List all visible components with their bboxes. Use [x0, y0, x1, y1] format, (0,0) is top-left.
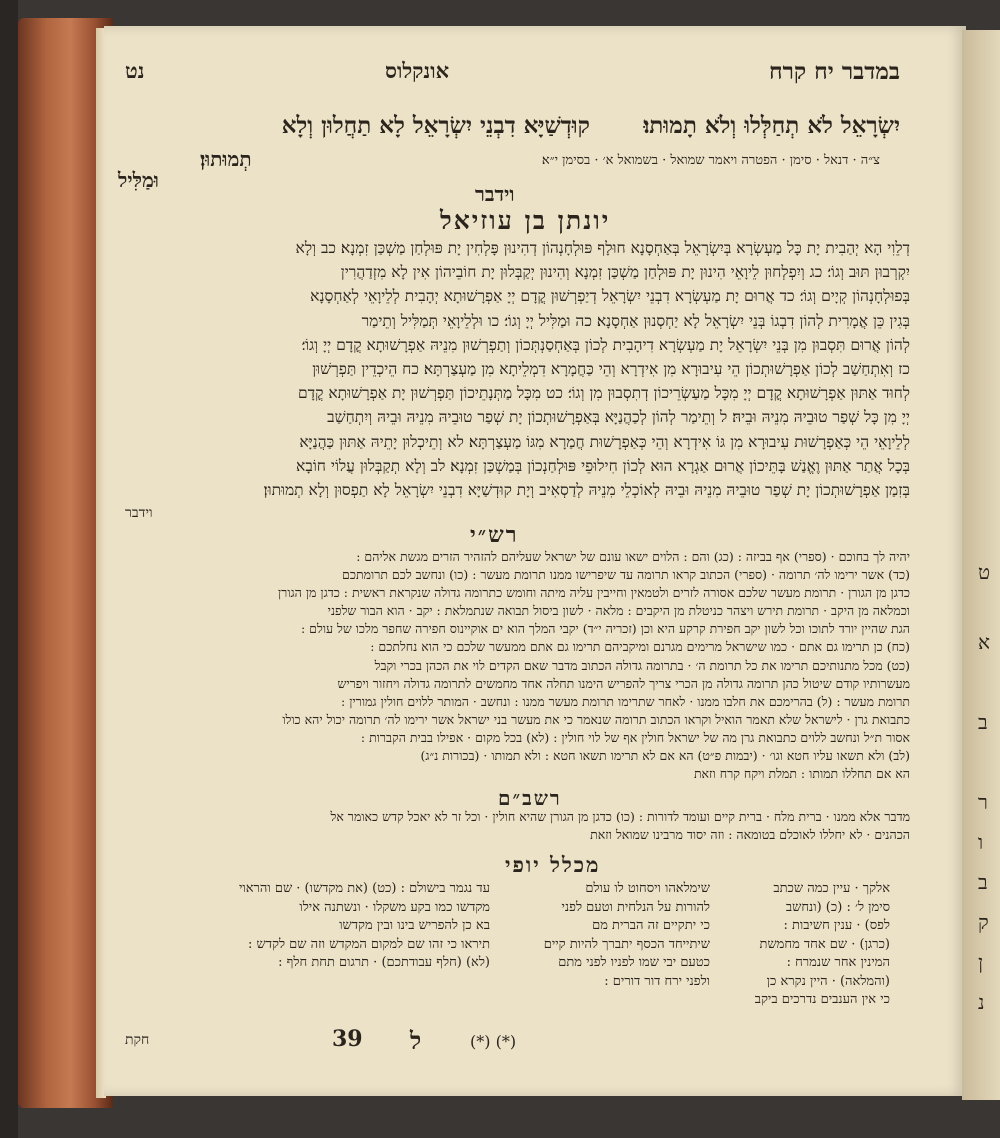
text-line: (לב) ולא תשאו עליו חטא וגו׳ · (יבמות פ״ט) הא אם לא תרימו תשאו חטא : ולא תמותו · (בכורות נ״ג): [420, 748, 910, 764]
text-line: הא אם תחללו תמותו : תמלת ויקח קרח וזאת: [693, 766, 910, 782]
next-page-fragment: ק: [978, 910, 989, 934]
rashi-commentary: [120, 548, 910, 783]
michlal-column-1: [740, 880, 890, 1010]
next-page-fragment: ב: [978, 710, 988, 734]
yonatan-title: יונתן בן עוזיאל: [440, 206, 611, 235]
michlal-column-3: [130, 880, 490, 973]
text-line: סימן ל׳ : (כ) (ונחשב: [785, 899, 890, 915]
text-line: ולפני ירח דור דורים :: [604, 973, 710, 989]
text-line: לְהוֹן אֲרוּם תִּסְבוּן מִן בְּנֵי יִשְׂרָאֵל יָת מַעְשְׂרָא דִיהָבִית לְכוֹן בְּאַחְסַנְתְּכוֹן וְתַפְרְשׁוּן מִנֵיהּ אַפְרָשׁוּתָא קֳדָם יְיָ וְגוֹ׳׃: [301, 335, 910, 354]
text-line: כדגן מן הגורן · תרומת מעשר שלכם אסורה לזרים ולטמאין וחייבין עליה מיתה וחומש כתרומה גדולה שנקראת ראשית : כדגן מן הגורן: [278, 585, 910, 601]
onkelos-continuation: תְמוּתוּן׃: [200, 147, 252, 171]
text-line: (כט) מכל מתנותיכם תרימו את כל תרומת ה׳ · בתרומה גדולה הכתוב מדבר שאם הקדים לוי את הכהן בכרי וקבל: [374, 657, 910, 673]
text-line: הכהנים · לא יחללו לאוכלם בטומאה : וזה יסוד מרבינו שמואל וזאת: [590, 827, 910, 842]
text-line: עד נגמר בישולם : (כט) (את מקדשו) · שם והראוי: [238, 881, 490, 896]
text-line: כתבואת גרן · לישראל שלא תאמר הואיל וקראו הכתוב תרומה שנאמר כי את מעשר בני ישראל אשר ירימו לה׳ תרומה יכול יהא כולו: [282, 711, 910, 727]
text-line: בְּכָל אֲתַר אַתּוּן וֶאֱנַשׁ בָּתֵּיכוֹן אֲרוּם אַגְרָא הוּא לְכוֹן חִילוּפֵי פּוּלְחַנְכוֹן בְּמַשְׁכַּן זִמְנָא׃ לב וְלָא תְקַבְּלוּן עֲלוֹי חוֹבָא: [296, 456, 910, 475]
text-line: יהיה לך בחוכם · (ספרי) אף בביזה : (כג) והם : הלוים ישאו עונם של ישראל שעליהם להזהיר הזרים מגשת אליהם :: [356, 549, 910, 564]
next-page-fragment: א: [978, 630, 991, 654]
next-page-fragment: ר: [978, 790, 988, 814]
catchword: וידבר: [125, 505, 153, 521]
text-line: לפס) · ענין חשיבות :: [783, 918, 890, 933]
text-line: שיתייחד הכסף יתברך להיות קיים: [543, 936, 710, 952]
signature-letter: ל: [410, 1026, 422, 1055]
text-line: (והמלאה) · היין נקרא כן: [766, 973, 890, 989]
text-line: המינין אחר שנמרח :: [786, 955, 890, 970]
rashi-title: רש״י: [470, 522, 519, 548]
targum-yonatan-text: [120, 236, 910, 502]
rashbam-title: רשב״ם: [498, 786, 562, 810]
text-line: בְּפוּלְחָנְהוֹן קְיָים וְגוֹ׳׃ כד אֲרוּם יָת מַעְשְׂרָא דִבְנֵי יִשְׂרָאֵל דְיַפְרְשׁוּן קֳדָם יְיָ אַפְרָשׁוּתָא יְהָבִית לְלֵיוָאֵי לְאַחְסָנָא: [310, 287, 910, 306]
signature-number: 39: [332, 1026, 363, 1052]
footer-marks: (*) (*): [470, 1032, 517, 1051]
text-line: תיראו כי זהו שם למקום המקדש וזה שם לקדש :: [248, 936, 490, 952]
haftara-note: צ״ה · דנאל · סימן · הפטרה ויאמר שמואל · בשמואל א׳ · בסימן י״א׃: [541, 153, 880, 168]
michlal-yofi-title: מכלל יופי: [505, 852, 601, 877]
text-line: לְחוּד אַתּוּן אַפְרָשׁוּתָא קֳדָם יְיָ מִכָּל מַעַשְׂרֵיכוֹן דְתִסְבוּן מִן וְגוֹ׳׃ כט מִכָּל מַתְּנָתֵיכוֹן תַּפְרְשׁוּן יָת אַפְרָשׁוּתָא קֳדָם: [297, 384, 910, 403]
text-line: הגת שהיין יורד לתוכו וכל לשון יקב חפירת קרקע היא וכן (זכריה י״ד) יקבי המלך הוא ים אוקיינוס חפירה שחפר מלכו של עולם :: [300, 621, 910, 637]
text-line: בְּגִין כֵּן אֲמָרִית לְהוֹן דִבְגוֹ בְּנֵי יִשְׂרָאֵל לָא יַחְסְנוּן אַחְסָנָא׃ כה וּמַלִּיל יְיָ וְגוֹ׳׃ כו וּלְלֵיוָאֵי תְּמַלִּיל וְתֵימַר: [361, 311, 910, 330]
text-line: אסור ת״ל ונחשב ללוים כתבואת גרן מה של ישראל חולין אף של לוי חולין : (לא) בכל מקום · אפילו בבית הקברות :: [360, 729, 910, 745]
text-line: אלקך · עיין כמה שכתב: [773, 881, 890, 896]
text-line: בְּזִמַן אַפְרָשׁוּתְכוֹן יָת שְׁפַר טוּבֵיהּ מִנֵיהּ וּבֵיהּ לְאוֹכְלֵי מִנֵיהּ לְדַסְאִיב וְיָת קוּדְשַׁיָּא דִבְנֵי יִשְׂרָאֵל לָא תַפְסוּן וְלָא תְמוּתוּן׃: [263, 481, 910, 500]
text-line: (כד) אשר ירימו לה׳ תרומה · (ספרי) הכתוב קראו תרומה עד שיפרישו ממנו תרומת מעשר : (כו) ונחשב לכם תרומתכם: [342, 567, 910, 583]
text-line: כי אין הענבים נדרכים ביקב: [754, 992, 890, 1007]
background-edge: [0, 0, 18, 1138]
next-page-fragment: נ: [978, 990, 985, 1014]
text-line: כי יתקיים זה הברית מם: [592, 918, 710, 933]
text-line: להורות על הנלחית וטעם לפני: [561, 899, 710, 915]
text-line: כז וְאִתְחַשַׁב לְכוֹן אַפְרָשׁוּתְכוֹן הֵי עִיבוּרָא מִן אִידְרָא וְהֵי כַּחֲמָרָא דִמְלֵיתָא מִן מַעְצַרְתָּא׃ כח הֵיכְדֵין תַּפְרְשׁוּן: [312, 360, 910, 379]
michlal-column-2: [530, 880, 710, 991]
running-header-book: במדבר יח קרח: [768, 58, 900, 85]
text-line: לְלֵיוָאֵי הֵי כְּאַפְרָשׁוּת עִיבוּרָא מִן גּוֹ אִידְרָא וְהֵי כְּאַפְרָשׁוּת חֲמַרָא מִגּוֹ מַעְצַרְתָּא׃ לא וְתֵיכְלוּן יָתֵיהּ אַתּוּן כַּהֲנַיָּא: [299, 432, 910, 451]
running-header-onkelos: אונקלוס: [385, 58, 450, 83]
text-line: תרומת מעשר : (ל) בהרימכם את חלבו ממנו · לאחר שתרימו תרומת מעשר ממנו : ונחשב · המותר ללוים חולין גמורין :: [341, 693, 910, 709]
text-line: דְלֵוִי הָא יְהַבִית יָת כָּל מַעְשְׂרָא בְּיִשְׂרָאֵל בְּאַחְסָנָא חוּלָף פּוּלְחָנְהוֹן דְהִינוּן פָּלְחִין יָת פּוּלְחַן מַשְׁכַּן זִמְנָא׃ כב וְלָא: [295, 239, 910, 257]
next-page-fragment: ב: [978, 870, 988, 894]
text-line: מקדשו כמו בקע משקלו · ונשתנה אילו: [299, 899, 490, 915]
text-line: מעשרותיו קודם שיטול כהן תרומה גדולה מן הכרי צריך להפריש הימנו תחלה אחד מחמשים לתרומה גדולה ויחזור ויפריש: [337, 675, 910, 691]
vayedaber-word: וידבר: [475, 182, 515, 206]
hebrew-verse: יִשְׂרָאֵל לֹא תְחַלְּלוּ וְלֹא תָמוּתוּ׃: [643, 112, 900, 139]
text-line: שימלאהו ויסחוט לו עולם: [585, 881, 710, 896]
next-page-fragment: ט: [978, 560, 991, 584]
text-line: (כח) כן תרימו גם אתם · כמו שישראל מרימים מגרנם ומיקביהם תרימו גם אתם ממעשר שלכם כי הוא נחלתכם :: [370, 639, 910, 655]
next-page-fragment: ו: [978, 830, 984, 854]
next-page-fragment: ן: [978, 950, 984, 974]
text-line: מדבר אלא ממנו · ברית מלח · ברית קיים ועומד לדורות : (כו) כדגן מן הגורן שהיא חולין · וכל זר לא יאכל קדש כאומר אל: [330, 809, 910, 824]
onkelos-verse: קוּדְשַׁיָּא דִבְנֵי יִשְׂרָאֵל לָא תַחֲלוּן וְלָא: [281, 112, 590, 139]
onkelos-catchword: וּמַלִּיל: [118, 168, 159, 192]
next-page-edge: [962, 30, 1000, 1100]
text-line: (לא) (חלף עבודתכם) · תרגום תחת חלף :: [278, 955, 490, 970]
footer-catchword: חקת: [125, 1032, 150, 1048]
text-line: יְיָ מִן כָּל שְׁפַר טוּבֵיהּ מִנֵיהּ וּבֵיהּ׃ ל וְתֵימַר לְהוֹן לְכַהֲנַיָּא בְּאַפְרָשׁוּתְכוֹן יָת שְׁפַר טוּבֵיהּ מִנֵיהּ וּבֵיהּ וְיִתְחַשַׁב: [327, 408, 910, 427]
text-line: בא כן להפריש בינו ובין מקדשו: [339, 918, 490, 933]
text-line: יִקְרְבוּן תּוּב וְגוֹ׳׃ כג וְיִפְלְחוּן לֵיוָאֵי הִינוּן יָת פּוּלְחַן מַשְׁכַּן זִמְנָא וְהִינוּן יְקַבְּלוּן יָת חוֹבֵיהוֹן אִין לָא מִזְדַהֲרִין: [340, 263, 910, 282]
text-line: וכמלאה מן היקב · תרומת תירש ויצהר כניטלת מן היקבים : מלאה · לשון ביסול תבואה שנתמלאת : יקב · הוא הבור שלפני: [327, 603, 910, 619]
text-line: (כרגן) · שם אחד מחמשת: [759, 936, 890, 952]
rashbam-commentary: [120, 808, 910, 844]
text-line: כטעם יבי שמו לפניו לפני מתם: [558, 955, 710, 970]
page-number: נט: [125, 58, 145, 83]
